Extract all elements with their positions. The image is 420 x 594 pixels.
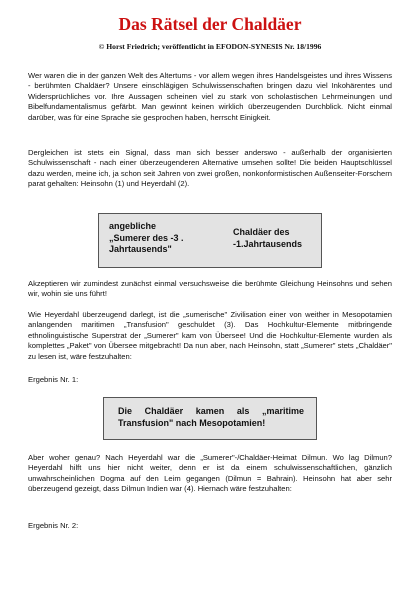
paragraph-signal: Dergleichen ist stets ein Signal, dass man sich besser anderswo - außerhalb der organisierten Schulwissenschaft - nach einer überzeugenderen Alternative umsehen sollte! Die beiden Hauptschlüssel dazu werden, meine ich, ja schon seit Jahren von zwei großen, nonkonformistischen Außenseiter-Forschern parat gehalten: Heinsohn (1) und Heyerdahl (2).: [28, 148, 392, 189]
equation-left-line: „Sumerer des -3 .: [109, 232, 184, 243]
paragraph-heyerdahl: Wie Heyerdahl überzeugend darlegt, ist die „sumerische" Zivilisation einer von weither in Mesopotamien anlangenden maritimen „Transfusion" geschuldet (3). Das Hochkultur-Elemente mitbringende ethnolinguistische Superstrat der „Sumerer" kam von Übersee! Und die Hochkultur-Elemente wurden als komplettes „Paket" von Übersee mitgebracht! Da nun aber, nach Heinsohn, statt „Sumerer" stets „Chaldäer" zu lesen ist, wäre festzuhalten:: [28, 310, 392, 361]
byline: © Horst Friedrich; veröffentlicht in EFODON-SYNESIS Nr. 18/1996: [98, 42, 322, 51]
result-box-1-text: [118, 406, 304, 429]
page-title: Das Rätsel der Chaldäer: [118, 14, 302, 34]
result-box-line: Transfusion" nach Mesopotamien!: [118, 417, 266, 428]
result-box-1: [103, 397, 317, 440]
equation-right-line: -1.Jahrtausends: [233, 238, 303, 249]
result-heading-2: Ergebnis Nr. 2:: [28, 521, 79, 530]
paragraph-intro: Wer waren die in der ganzen Welt des Altertums - vor allem wegen ihres Handelsgeistes und ihres Wissens - berühmten Chaldäer? Unsere einschlägigen Schulwissenschaften bringen dazu viel Inkohärentes und Widersprüchliches vor. Ihre Aussagen scheinen viel zu stark von scholastischen Lehrmeinungen und Bibelfundamentalismus gefärbt. Man gewinnt keinen wirklich überzeugenden Durchblick. Nicht einmal darüber, was für eine Sprache sie gesprochen haben, herrscht Einigkeit.: [28, 71, 392, 122]
result-heading-1: Ergebnis Nr. 1:: [28, 375, 79, 384]
result-box-line: Die Chaldäer kamen als „maritime: [118, 406, 304, 416]
equation-left: [109, 221, 184, 256]
equation-box: [98, 213, 322, 268]
equation-left-line: Jahrtausends": [109, 244, 172, 254]
equation-right-line: Chaldäer des: [233, 227, 290, 237]
equation-left-line: angebliche: [109, 221, 157, 231]
paragraph-dilmun: Aber woher genau? Nach Heyerdahl war die „Sumerer"-/Chaldäer-Heimat Dilmun. Wo lag Dilmun? Heyerdahl hilft uns hier nicht weiter, denn er ist da einem schulwissenschaftlichen, gänzlich unwahrscheinlichen Dogma auf den Leim gegangen (Dilmun = Bahrain). Heinsohn hat aber sehr überzeugend gezeigt, dass Dilmun Indien war (4). Hiernach wäre festzuhalten:: [28, 453, 392, 494]
equation-right: [233, 227, 302, 250]
paragraph-accept: Akzeptieren wir zumindest zunächst einmal versuchsweise die berühmte Gleichung Heinsohns und sehen wir, wohin sie uns führt!: [28, 279, 392, 299]
